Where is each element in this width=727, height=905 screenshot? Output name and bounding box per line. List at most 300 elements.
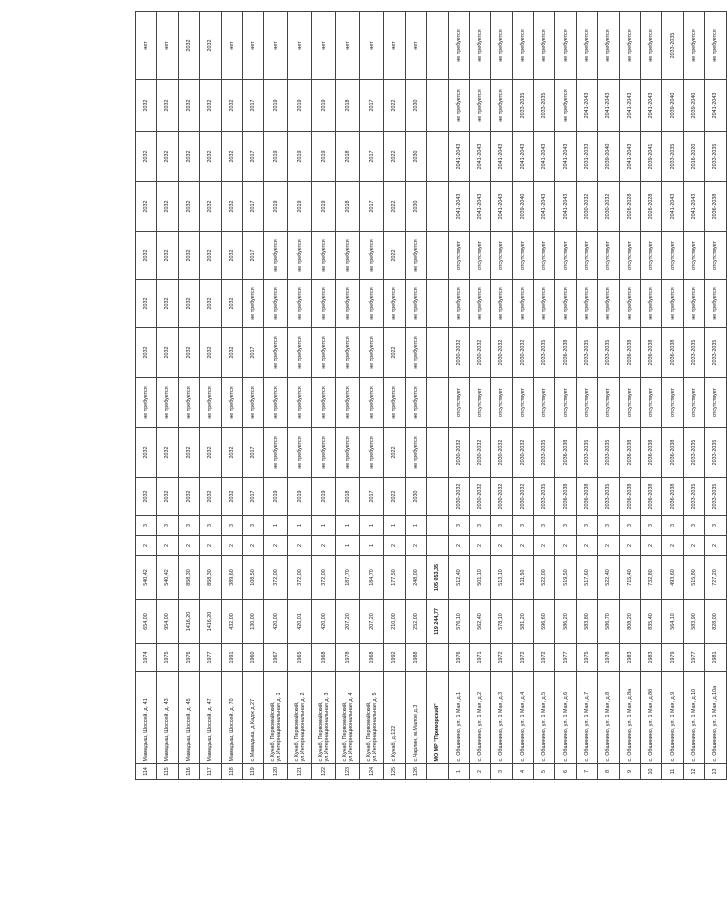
table-row xyxy=(221,12,242,780)
table-cell: 1416,20 xyxy=(178,600,199,644)
table-cell xyxy=(427,182,448,232)
table-cell: 2033-2035 xyxy=(662,132,683,182)
table-cell: 522,00 xyxy=(534,556,555,600)
table-cell: 1975 xyxy=(576,644,597,672)
table-cell: 1 xyxy=(336,536,360,556)
table-cell: 2032 xyxy=(157,232,178,280)
table-cell: 2032 xyxy=(200,12,221,80)
table-cell: 2017 xyxy=(242,80,263,132)
table-cell: 121 xyxy=(288,764,312,780)
table-body xyxy=(136,12,727,780)
table-cell: не требуется xyxy=(534,280,555,328)
table-cell xyxy=(427,378,448,428)
table-cell: 3 xyxy=(641,516,662,536)
table-cell: 2032 xyxy=(200,232,221,280)
table-cell: 562,40 xyxy=(469,600,490,644)
table-row xyxy=(178,12,199,780)
table-cell: 108,50 xyxy=(242,556,263,600)
table-cell: 2017 xyxy=(360,182,384,232)
table-cell: 2032 xyxy=(136,478,157,516)
table-cell: 2041-2043 xyxy=(491,182,512,232)
table-cell: 5 xyxy=(534,764,555,780)
table-cell: 116 xyxy=(178,764,199,780)
address-cell: МО МР "Приморский" xyxy=(427,672,448,764)
table-cell: 2022 xyxy=(384,132,405,182)
table-cell: отсутствует xyxy=(534,232,555,280)
table-cell: 2036-2038 xyxy=(641,328,662,378)
table-cell: 126 xyxy=(405,764,426,780)
table-row xyxy=(641,12,662,780)
table-cell: 858,30 xyxy=(200,556,221,600)
table-cell: отсутствует xyxy=(662,232,683,280)
table-cell: 2017 xyxy=(242,132,263,182)
address-cell: Мамадыш, Шоссей. д. 70 xyxy=(221,672,242,764)
table-cell: 2032 xyxy=(221,80,242,132)
address-cell: с.Кунаб, д.122 xyxy=(384,672,405,764)
table-cell: 583,80 xyxy=(576,600,597,644)
table-cell: 808,20 xyxy=(619,600,640,644)
table-cell: 2 xyxy=(662,536,683,556)
table-cell: 2039-2040 xyxy=(598,132,619,182)
table-cell: 2019 xyxy=(312,132,336,182)
table-cell: 2031-2033 xyxy=(576,132,597,182)
table-cell: 2041-2043 xyxy=(555,132,576,182)
table-row xyxy=(555,12,576,780)
table-cell: 2032 xyxy=(136,80,157,132)
table-cell: 2032 xyxy=(178,12,199,80)
table-cell: 3 xyxy=(178,516,199,536)
table-row xyxy=(705,12,726,780)
table-cell: 540,42 xyxy=(136,556,157,600)
table-cell: 2032 xyxy=(178,182,199,232)
table-row xyxy=(336,12,360,780)
table-cell: 2039-2040 xyxy=(683,80,704,132)
table-cell: 2018 xyxy=(336,182,360,232)
table-cell: отсутствует xyxy=(598,378,619,428)
table-cell: отсутствует xyxy=(448,232,469,280)
table-cell xyxy=(427,232,448,280)
table-cell: 2019 xyxy=(288,80,312,132)
table-cell: отсутствует xyxy=(469,378,490,428)
table-cell: 2030-2032 xyxy=(491,328,512,378)
table-cell: 1972 xyxy=(512,644,533,672)
table-cell: 2032 xyxy=(157,280,178,328)
table-cell: 2041-2043 xyxy=(534,182,555,232)
table-cell: 2030-2032 xyxy=(576,182,597,232)
table-cell: 2036-2038 xyxy=(662,328,683,378)
table-cell: не требуется xyxy=(662,280,683,328)
table-cell: не требуется xyxy=(384,280,405,328)
table-cell xyxy=(427,132,448,182)
table-cell: не требуется xyxy=(683,280,704,328)
table-cell: 2 xyxy=(288,536,312,556)
table-cell: 2022 xyxy=(384,478,405,516)
table-cell: 2017 xyxy=(242,182,263,232)
table-cell xyxy=(427,428,448,478)
table-cell: 2032 xyxy=(200,182,221,232)
table-cell: не требуется xyxy=(405,280,426,328)
table-cell: 2033-2035 xyxy=(705,328,726,378)
table-cell: нет xyxy=(221,12,242,80)
table-cell: 2022 xyxy=(384,232,405,280)
table-cell: 1960 xyxy=(242,644,263,672)
table-cell: 2032 xyxy=(178,328,199,378)
table-cell: 124 xyxy=(360,764,384,780)
address-cell: с.Кунаб, Первомайский, ул.Интернациональная д. 1 xyxy=(264,672,288,764)
table-cell: 2033-2035 xyxy=(534,428,555,478)
table-cell: 2018 xyxy=(336,132,360,182)
table-cell: не требуется xyxy=(619,280,640,328)
table-cell: 2032 xyxy=(221,478,242,516)
table-cell: не требуется xyxy=(469,280,490,328)
table-row xyxy=(491,12,512,780)
table-cell: 1992 xyxy=(384,644,405,672)
table-row xyxy=(288,12,312,780)
table-cell: 2 xyxy=(200,536,221,556)
table-cell: 1976 xyxy=(448,644,469,672)
table-cell: 125 xyxy=(384,764,405,780)
table-cell: 1 xyxy=(264,516,288,536)
table-cell: 2 xyxy=(491,536,512,556)
table-cell xyxy=(427,328,448,378)
table-cell: 2030-2032 xyxy=(512,478,533,516)
table-cell: 511,50 xyxy=(512,556,533,600)
table-cell: 2030 xyxy=(405,478,426,516)
table-cell: 3 xyxy=(136,516,157,536)
table-cell: 3 xyxy=(619,516,640,536)
table-cell: отсутствует xyxy=(683,232,704,280)
table-cell: не требуется xyxy=(598,280,619,328)
table-cell: 4 xyxy=(512,764,533,780)
table-cell: 2041-2043 xyxy=(448,182,469,232)
table-cell: 2032 xyxy=(200,478,221,516)
table-cell: 177,50 xyxy=(384,556,405,600)
table-cell: 2036-2038 xyxy=(576,478,597,516)
address-cell: Мамадыш, Шоссей. д. 41 xyxy=(136,672,157,764)
table-cell: не требуется xyxy=(312,232,336,280)
table-cell: 727,20 xyxy=(705,556,726,600)
table-cell: 2032 xyxy=(178,132,199,182)
table-cell: 515,80 xyxy=(683,556,704,600)
table-cell: не требуется xyxy=(264,428,288,478)
table-cell: 2032 xyxy=(221,182,242,232)
table-cell: 2016-2020 xyxy=(683,132,704,182)
table-cell: 2018 xyxy=(336,80,360,132)
table-cell: 2041-2043 xyxy=(705,80,726,132)
table-cell: 2032 xyxy=(178,80,199,132)
table-cell: отсутствует xyxy=(491,232,512,280)
table-cell: не требуется xyxy=(448,12,469,80)
table-cell: 2032 xyxy=(136,328,157,378)
table-cell: 2036-2038 xyxy=(705,182,726,232)
table-cell: не требуется xyxy=(360,232,384,280)
table-cell: не требуется xyxy=(405,328,426,378)
address-cell: с.Кунаб, Первомайский, ул.Интернациональная д. 2 xyxy=(288,672,312,764)
table-cell: 2033-2035 xyxy=(598,478,619,516)
table-cell: 2 xyxy=(242,536,263,556)
table-cell: 2 xyxy=(641,536,662,556)
table-row xyxy=(427,12,448,780)
table-row xyxy=(242,12,263,780)
table-cell: 123 xyxy=(336,764,360,780)
address-cell: с. Обшинино, ул. 1 Мая, д.8 xyxy=(598,672,619,764)
address-cell: с. Обшинино, ул. 1 Мая, д.8а xyxy=(619,672,640,764)
table-cell xyxy=(427,478,448,516)
table-cell: 2036-2038 xyxy=(641,428,662,478)
table-cell: 2036-2038 xyxy=(619,328,640,378)
table-row xyxy=(157,12,178,780)
table-cell: 2030 xyxy=(405,80,426,132)
table-cell: 2017 xyxy=(242,478,263,516)
table-cell: 2032 xyxy=(178,280,199,328)
table-cell: 513,10 xyxy=(491,556,512,600)
table-cell: не требуется xyxy=(312,378,336,428)
table-cell: 122 xyxy=(312,764,336,780)
table-cell: 2041-2043 xyxy=(641,80,662,132)
table-cell: 184,70 xyxy=(360,556,384,600)
table-cell: нет xyxy=(384,12,405,80)
table-cell: 1 xyxy=(405,516,426,536)
table-cell: 2032 xyxy=(136,280,157,328)
table-cell: 2019 xyxy=(288,478,312,516)
table-cell: отсутствует xyxy=(576,378,597,428)
table-cell xyxy=(427,280,448,328)
table-cell: не требуется xyxy=(360,428,384,478)
table-cell: не требуется xyxy=(157,378,178,428)
table-cell: не требуется xyxy=(242,378,263,428)
table-cell: 581,20 xyxy=(512,600,533,644)
table-cell: 2022 xyxy=(384,428,405,478)
table-cell: не требуется xyxy=(405,378,426,428)
table-cell: не требуется xyxy=(555,12,576,80)
table-cell: 9 xyxy=(619,764,640,780)
table-cell: 2019 xyxy=(288,182,312,232)
address-cell: Мамадыш, Шоссей. д. 47 xyxy=(200,672,221,764)
table-cell: не требуется xyxy=(264,232,288,280)
table-cell: 1981 xyxy=(705,644,726,672)
table-cell: 2032 xyxy=(221,132,242,182)
table-cell: 2026-2028 xyxy=(641,182,662,232)
table-cell: 372,00 xyxy=(288,556,312,600)
table-cell: 2036-2038 xyxy=(641,478,662,516)
table-cell: отсутствует xyxy=(448,378,469,428)
table-cell: не требуется xyxy=(336,428,360,478)
table-cell: 586,70 xyxy=(598,600,619,644)
table-row xyxy=(512,12,533,780)
table-cell: 1977 xyxy=(555,644,576,672)
table-cell: 115 xyxy=(157,764,178,780)
table-row xyxy=(136,12,157,780)
table-cell: 2 xyxy=(157,536,178,556)
table-cell: отсутствует xyxy=(705,232,726,280)
address-cell: с. Обшинино, ул. 1 Мая, д.9 xyxy=(662,672,683,764)
table-row xyxy=(360,12,384,780)
table-cell: 858,30 xyxy=(178,556,199,600)
table-row xyxy=(619,12,640,780)
table-cell: не требуется xyxy=(221,378,242,428)
address-cell: с.Кунаб, Первомайский, ул.Интернациональная д. 4 xyxy=(336,672,360,764)
table-cell: 2032 xyxy=(200,280,221,328)
table-cell: нет xyxy=(242,12,263,80)
table-cell: нет xyxy=(405,12,426,80)
table-cell: 2030-2032 xyxy=(469,478,490,516)
table-cell: 2032 xyxy=(200,80,221,132)
table-cell: 2019 xyxy=(264,80,288,132)
table-cell: 2 xyxy=(683,536,704,556)
table-cell: 2033-2035 xyxy=(512,80,533,132)
table-cell: не требуется xyxy=(491,80,512,132)
table-cell: 7 xyxy=(576,764,597,780)
table-cell: 2041-2043 xyxy=(534,132,555,182)
table-cell: 2033-2035 xyxy=(534,478,555,516)
table-cell: 2032 xyxy=(221,280,242,328)
table-cell: 2032 xyxy=(200,328,221,378)
table-cell: 119 244,77 xyxy=(427,600,448,644)
table-cell: 2032 xyxy=(221,232,242,280)
table-cell: 3 xyxy=(598,516,619,536)
table-cell: 389,60 xyxy=(221,556,242,600)
table-cell: 2 xyxy=(136,536,157,556)
table-cell: 2032 xyxy=(178,232,199,280)
table-cell: не требуется xyxy=(705,12,726,80)
table-cell xyxy=(427,80,448,132)
table-cell: 2017 xyxy=(360,132,384,182)
table-cell: 493,60 xyxy=(662,556,683,600)
table-cell: 207,20 xyxy=(336,600,360,644)
table-cell: 2 xyxy=(598,536,619,556)
table-cell: 1983 xyxy=(641,644,662,672)
table-cell: не требуется xyxy=(360,328,384,378)
table-cell xyxy=(427,516,448,536)
table-cell: отсутствует xyxy=(641,232,662,280)
table-cell: не требуется xyxy=(469,12,490,80)
table-cell: 3 xyxy=(469,516,490,536)
table-cell: 2019 xyxy=(312,182,336,232)
table-cell: 1965 xyxy=(288,644,312,672)
table-cell: не требуется xyxy=(683,12,704,80)
table-cell: 2041-2043 xyxy=(469,132,490,182)
table-cell: 732,80 xyxy=(641,556,662,600)
table-cell: 2017 xyxy=(242,428,263,478)
table-row xyxy=(534,12,555,780)
table-cell: 3 xyxy=(512,516,533,536)
table-cell: не требуется xyxy=(448,80,469,132)
table-cell: не требуется xyxy=(448,280,469,328)
table-cell: 2036-2038 xyxy=(662,478,683,516)
address-cell: с. Обшинино, ул. 1 Мая, д.4 xyxy=(512,672,533,764)
table-cell: 2017 xyxy=(242,328,263,378)
table-cell: 420,00 xyxy=(312,600,336,644)
table-cell: 2032 xyxy=(136,232,157,280)
table-cell: не требуется xyxy=(619,12,640,80)
table-cell: 835,40 xyxy=(641,600,662,644)
table-cell: 2041-2043 xyxy=(619,132,640,182)
table-cell: не требуется xyxy=(264,378,288,428)
table-cell: 1972 xyxy=(491,644,512,672)
table-cell: отсутствует xyxy=(576,232,597,280)
address-cell: Мамадыш, Шоссей. д. 45 xyxy=(178,672,199,764)
table-cell: 2 xyxy=(178,536,199,556)
table-cell: не требуется xyxy=(576,12,597,80)
table-cell: не требуется xyxy=(264,328,288,378)
table-cell: 105 053,35 xyxy=(427,556,448,600)
table-cell: 2041-2043 xyxy=(576,80,597,132)
table-cell: 2 xyxy=(448,536,469,556)
table-cell: не требуется xyxy=(288,280,312,328)
table-cell: 522,40 xyxy=(598,556,619,600)
table-cell: не требуется xyxy=(598,12,619,80)
table-cell: 1979 xyxy=(662,644,683,672)
table-cell: 2030-2032 xyxy=(469,328,490,378)
table-cell: 2 xyxy=(469,764,490,780)
table-cell: 2030-2032 xyxy=(598,182,619,232)
table-row xyxy=(384,12,405,780)
table-cell: 2017 xyxy=(360,80,384,132)
table-cell: отсутствует xyxy=(619,378,640,428)
address-cell: с. Обшинино, ул. 1 Мая, д.2 xyxy=(469,672,490,764)
table-cell: нет xyxy=(288,12,312,80)
address-cell: с. Обшинино, ул. 1 Мая, д.6 xyxy=(555,672,576,764)
table-cell: 12 xyxy=(683,764,704,780)
table-cell xyxy=(427,536,448,556)
table-cell: 2 xyxy=(555,536,576,556)
table-cell: 2036-2038 xyxy=(555,478,576,516)
table-cell: 2041-2043 xyxy=(555,182,576,232)
table-cell: 2032 xyxy=(136,132,157,182)
table-cell: 2030-2032 xyxy=(469,428,490,478)
table-cell: 2041-2043 xyxy=(683,182,704,232)
table-cell: 828,00 xyxy=(705,600,726,644)
table-cell: 2032 xyxy=(221,328,242,378)
table-cell: 3 xyxy=(448,516,469,536)
table-cell: не требуется xyxy=(288,378,312,428)
table-cell: 2019 xyxy=(264,132,288,182)
table-cell: 2030-2032 xyxy=(448,478,469,516)
table-cell: не требуется xyxy=(491,280,512,328)
table-cell: не требуется xyxy=(178,378,199,428)
table-cell: 2041-2043 xyxy=(619,80,640,132)
table-cell: не требуется xyxy=(360,280,384,328)
table-cell: не требуется xyxy=(405,428,426,478)
table-cell: 2033-2035 xyxy=(683,328,704,378)
table-cell: 2032 xyxy=(136,428,157,478)
table-cell: 2017 xyxy=(360,478,384,516)
table-cell: 512,40 xyxy=(448,556,469,600)
table-cell: 2017 xyxy=(242,232,263,280)
address-cell: с.Мамадыш, д.Кадж д.27 xyxy=(242,672,263,764)
table-cell: 120 xyxy=(264,764,288,780)
table-cell: 1975 xyxy=(157,644,178,672)
table-cell: 1983 xyxy=(619,644,640,672)
table-cell: 2041-2043 xyxy=(491,132,512,182)
address-cell: с. Обшинино, ул. 1 Мая, д.10 xyxy=(683,672,704,764)
table-row xyxy=(405,12,426,780)
table-cell: 2039-2040 xyxy=(512,182,533,232)
table-cell: 3 xyxy=(200,516,221,536)
table-cell: 2030 xyxy=(405,132,426,182)
table-cell: 1 xyxy=(384,516,405,536)
table-cell: 3 xyxy=(491,516,512,536)
table-cell: 2032 xyxy=(157,132,178,182)
table-cell: 1971 xyxy=(469,644,490,672)
table-cell: нет xyxy=(264,12,288,80)
table-cell: 2032 xyxy=(157,80,178,132)
address-cell: с. Обшинино, ул. 1 Мая, д.10а xyxy=(705,672,726,764)
table-cell: 2 xyxy=(534,536,555,556)
table-cell: 2032 xyxy=(200,428,221,478)
table-cell: 2 xyxy=(469,536,490,556)
table-cell: не требуется xyxy=(288,428,312,478)
